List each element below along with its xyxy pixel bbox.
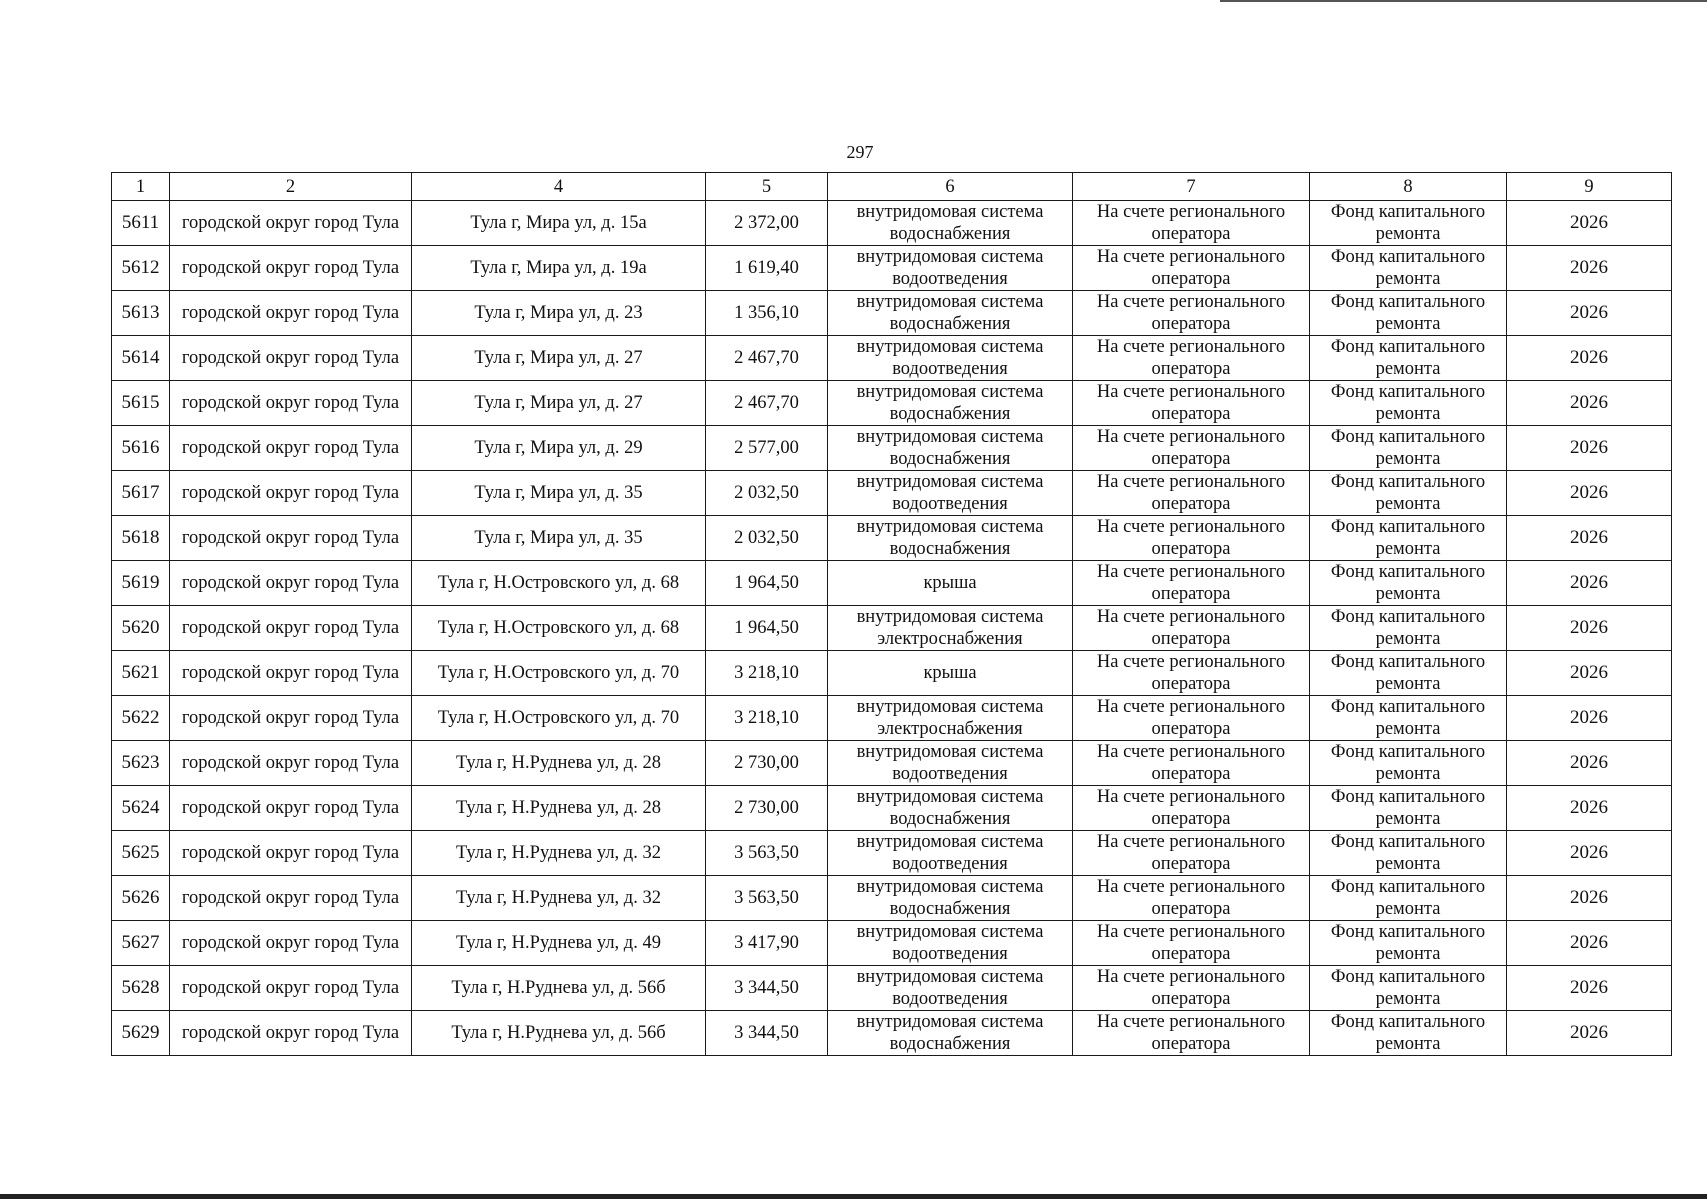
- row-number: 5629: [112, 1011, 170, 1056]
- account-cell: На счете регионального оператора: [1073, 246, 1310, 291]
- municipality-cell: городской округ город Тула: [170, 471, 412, 516]
- row-number: 5628: [112, 966, 170, 1011]
- address-cell: Тула г, Н.Руднева ул, д. 56б: [412, 1011, 706, 1056]
- table-row: [112, 651, 1672, 696]
- table-row: [112, 696, 1672, 741]
- column-header: 6: [828, 173, 1073, 201]
- row-number: 5623: [112, 741, 170, 786]
- account-cell: На счете регионального оператора: [1073, 381, 1310, 426]
- amount-cell: 3 344,50: [706, 1011, 828, 1056]
- amount-cell: 3 417,90: [706, 921, 828, 966]
- table-row: [112, 966, 1672, 1011]
- account-cell: На счете регионального оператора: [1073, 651, 1310, 696]
- system-cell: внутридомовая система водоснабжения: [828, 516, 1073, 561]
- row-number: 5616: [112, 426, 170, 471]
- municipality-cell: городской округ город Тула: [170, 921, 412, 966]
- fund-cell: Фонд капитального ремонта: [1310, 201, 1507, 246]
- year-cell: 2026: [1507, 921, 1672, 966]
- row-number: 5625: [112, 831, 170, 876]
- table-row: [112, 786, 1672, 831]
- account-cell: На счете регионального оператора: [1073, 786, 1310, 831]
- system-cell: внутридомовая система водоотведения: [828, 336, 1073, 381]
- amount-cell: 3 218,10: [706, 696, 828, 741]
- account-cell: На счете регионального оператора: [1073, 876, 1310, 921]
- table-row: [112, 1011, 1672, 1056]
- amount-cell: 2 467,70: [706, 336, 828, 381]
- table-row: [112, 561, 1672, 606]
- account-cell: На счете регионального оператора: [1073, 696, 1310, 741]
- account-cell: На счете регионального оператора: [1073, 426, 1310, 471]
- table-row: [112, 381, 1672, 426]
- repair-register-table: [111, 172, 1672, 1056]
- system-cell: внутридомовая система водоснабжения: [828, 291, 1073, 336]
- municipality-cell: городской округ город Тула: [170, 831, 412, 876]
- year-cell: 2026: [1507, 561, 1672, 606]
- year-cell: 2026: [1507, 966, 1672, 1011]
- fund-cell: Фонд капитального ремонта: [1310, 876, 1507, 921]
- year-cell: 2026: [1507, 651, 1672, 696]
- address-cell: Тула г, Мира ул, д. 29: [412, 426, 706, 471]
- address-cell: Тула г, Мира ул, д. 15а: [412, 201, 706, 246]
- fund-cell: Фонд капитального ремонта: [1310, 291, 1507, 336]
- fund-cell: Фонд капитального ремонта: [1310, 696, 1507, 741]
- column-header: 1: [112, 173, 170, 201]
- header-row: [112, 173, 1672, 201]
- system-cell: внутридомовая система электроснабжения: [828, 606, 1073, 651]
- year-cell: 2026: [1507, 606, 1672, 651]
- fund-cell: Фонд капитального ремонта: [1310, 831, 1507, 876]
- table-row: [112, 606, 1672, 651]
- fund-cell: Фонд капитального ремонта: [1310, 561, 1507, 606]
- address-cell: Тула г, Мира ул, д. 19а: [412, 246, 706, 291]
- table-row: [112, 246, 1672, 291]
- amount-cell: 1 964,50: [706, 561, 828, 606]
- address-cell: Тула г, Н.Руднева ул, д. 32: [412, 876, 706, 921]
- fund-cell: Фонд капитального ремонта: [1310, 921, 1507, 966]
- municipality-cell: городской округ город Тула: [170, 786, 412, 831]
- table-row: [112, 921, 1672, 966]
- page-number: 297: [846, 142, 874, 162]
- table-row: [112, 741, 1672, 786]
- fund-cell: Фонд капитального ремонта: [1310, 381, 1507, 426]
- column-header: 2: [170, 173, 412, 201]
- fund-cell: Фонд капитального ремонта: [1310, 426, 1507, 471]
- year-cell: 2026: [1507, 831, 1672, 876]
- amount-cell: 3 563,50: [706, 831, 828, 876]
- municipality-cell: городской округ город Тула: [170, 651, 412, 696]
- amount-cell: 2 467,70: [706, 381, 828, 426]
- year-cell: 2026: [1507, 471, 1672, 516]
- fund-cell: Фонд капитального ремонта: [1310, 651, 1507, 696]
- account-cell: На счете регионального оператора: [1073, 291, 1310, 336]
- account-cell: На счете регионального оператора: [1073, 336, 1310, 381]
- row-number: 5621: [112, 651, 170, 696]
- scan-edge-top: [1220, 0, 1707, 2]
- amount-cell: 1 964,50: [706, 606, 828, 651]
- address-cell: Тула г, Н.Островского ул, д. 68: [412, 606, 706, 651]
- row-number: 5624: [112, 786, 170, 831]
- municipality-cell: городской округ город Тула: [170, 606, 412, 651]
- municipality-cell: городской округ город Тула: [170, 876, 412, 921]
- system-cell: внутридомовая система водоснабжения: [828, 786, 1073, 831]
- fund-cell: Фонд капитального ремонта: [1310, 741, 1507, 786]
- account-cell: На счете регионального оператора: [1073, 1011, 1310, 1056]
- system-cell: внутридомовая система водоснабжения: [828, 1011, 1073, 1056]
- system-cell: внутридомовая система водоснабжения: [828, 381, 1073, 426]
- amount-cell: 3 218,10: [706, 651, 828, 696]
- municipality-cell: городской округ город Тула: [170, 561, 412, 606]
- fund-cell: Фонд капитального ремонта: [1310, 786, 1507, 831]
- address-cell: Тула г, Мира ул, д. 27: [412, 336, 706, 381]
- row-number: 5617: [112, 471, 170, 516]
- system-cell: крыша: [828, 651, 1073, 696]
- account-cell: На счете регионального оператора: [1073, 921, 1310, 966]
- row-number: 5619: [112, 561, 170, 606]
- column-header: 4: [412, 173, 706, 201]
- system-cell: внутридомовая система электроснабжения: [828, 696, 1073, 741]
- table-row: [112, 291, 1672, 336]
- account-cell: На счете регионального оператора: [1073, 606, 1310, 651]
- column-header: 8: [1310, 173, 1507, 201]
- year-cell: 2026: [1507, 1011, 1672, 1056]
- municipality-cell: городской округ город Тула: [170, 426, 412, 471]
- year-cell: 2026: [1507, 381, 1672, 426]
- system-cell: крыша: [828, 561, 1073, 606]
- amount-cell: 1 356,10: [706, 291, 828, 336]
- row-number: 5618: [112, 516, 170, 561]
- amount-cell: 1 619,40: [706, 246, 828, 291]
- table-row: [112, 516, 1672, 561]
- address-cell: Тула г, Мира ул, д. 23: [412, 291, 706, 336]
- year-cell: 2026: [1507, 741, 1672, 786]
- account-cell: На счете регионального оператора: [1073, 966, 1310, 1011]
- amount-cell: 2 032,50: [706, 516, 828, 561]
- column-header: 9: [1507, 173, 1672, 201]
- municipality-cell: городской округ город Тула: [170, 696, 412, 741]
- year-cell: 2026: [1507, 876, 1672, 921]
- system-cell: внутридомовая система водоотведения: [828, 246, 1073, 291]
- address-cell: Тула г, Н.Островского ул, д. 70: [412, 696, 706, 741]
- municipality-cell: городской округ город Тула: [170, 291, 412, 336]
- municipality-cell: городской округ город Тула: [170, 741, 412, 786]
- amount-cell: 2 032,50: [706, 471, 828, 516]
- row-number: 5622: [112, 696, 170, 741]
- table-body: [112, 201, 1672, 1056]
- row-number: 5627: [112, 921, 170, 966]
- system-cell: внутридомовая система водоснабжения: [828, 426, 1073, 471]
- year-cell: 2026: [1507, 336, 1672, 381]
- address-cell: Тула г, Мира ул, д. 27: [412, 381, 706, 426]
- row-number: 5611: [112, 201, 170, 246]
- address-cell: Тула г, Н.Руднева ул, д. 32: [412, 831, 706, 876]
- system-cell: внутридомовая система водоотведения: [828, 741, 1073, 786]
- municipality-cell: городской округ город Тула: [170, 246, 412, 291]
- system-cell: внутридомовая система водоотведения: [828, 471, 1073, 516]
- year-cell: 2026: [1507, 246, 1672, 291]
- amount-cell: 2 730,00: [706, 786, 828, 831]
- column-header: 5: [706, 173, 828, 201]
- system-cell: внутридомовая система водоотведения: [828, 966, 1073, 1011]
- row-number: 5614: [112, 336, 170, 381]
- fund-cell: Фонд капитального ремонта: [1310, 471, 1507, 516]
- table-row: [112, 471, 1672, 516]
- fund-cell: Фонд капитального ремонта: [1310, 1011, 1507, 1056]
- year-cell: 2026: [1507, 426, 1672, 471]
- account-cell: На счете регионального оператора: [1073, 831, 1310, 876]
- municipality-cell: городской округ город Тула: [170, 516, 412, 561]
- year-cell: 2026: [1507, 516, 1672, 561]
- table-row: [112, 876, 1672, 921]
- table-header: [112, 173, 1672, 201]
- address-cell: Тула г, Мира ул, д. 35: [412, 516, 706, 561]
- fund-cell: Фонд капитального ремонта: [1310, 246, 1507, 291]
- municipality-cell: городской округ город Тула: [170, 201, 412, 246]
- year-cell: 2026: [1507, 291, 1672, 336]
- account-cell: На счете регионального оператора: [1073, 561, 1310, 606]
- table-row: [112, 201, 1672, 246]
- address-cell: Тула г, Н.Руднева ул, д. 28: [412, 786, 706, 831]
- scan-edge-bottom: [0, 1194, 1707, 1199]
- system-cell: внутридомовая система водоснабжения: [828, 201, 1073, 246]
- system-cell: внутридомовая система водоотведения: [828, 831, 1073, 876]
- account-cell: На счете регионального оператора: [1073, 201, 1310, 246]
- amount-cell: 3 344,50: [706, 966, 828, 1011]
- system-cell: внутридомовая система водоснабжения: [828, 876, 1073, 921]
- amount-cell: 2 372,00: [706, 201, 828, 246]
- municipality-cell: городской округ город Тула: [170, 966, 412, 1011]
- address-cell: Тула г, Н.Руднева ул, д. 49: [412, 921, 706, 966]
- amount-cell: 2 577,00: [706, 426, 828, 471]
- row-number: 5626: [112, 876, 170, 921]
- address-cell: Тула г, Н.Руднева ул, д. 56б: [412, 966, 706, 1011]
- system-cell: внутридомовая система водоотведения: [828, 921, 1073, 966]
- row-number: 5613: [112, 291, 170, 336]
- column-header: 7: [1073, 173, 1310, 201]
- year-cell: 2026: [1507, 786, 1672, 831]
- fund-cell: Фонд капитального ремонта: [1310, 336, 1507, 381]
- fund-cell: Фонд капитального ремонта: [1310, 966, 1507, 1011]
- account-cell: На счете регионального оператора: [1073, 516, 1310, 561]
- municipality-cell: городской округ город Тула: [170, 1011, 412, 1056]
- account-cell: На счете регионального оператора: [1073, 741, 1310, 786]
- municipality-cell: городской округ город Тула: [170, 381, 412, 426]
- fund-cell: Фонд капитального ремонта: [1310, 516, 1507, 561]
- amount-cell: 3 563,50: [706, 876, 828, 921]
- address-cell: Тула г, Н.Островского ул, д. 68: [412, 561, 706, 606]
- municipality-cell: городской округ город Тула: [170, 336, 412, 381]
- address-cell: Тула г, Мира ул, д. 35: [412, 471, 706, 516]
- year-cell: 2026: [1507, 696, 1672, 741]
- row-number: 5612: [112, 246, 170, 291]
- account-cell: На счете регионального оператора: [1073, 471, 1310, 516]
- address-cell: Тула г, Н.Островского ул, д. 70: [412, 651, 706, 696]
- year-cell: 2026: [1507, 201, 1672, 246]
- row-number: 5620: [112, 606, 170, 651]
- table-row: [112, 426, 1672, 471]
- row-number: 5615: [112, 381, 170, 426]
- fund-cell: Фонд капитального ремонта: [1310, 606, 1507, 651]
- table-row: [112, 831, 1672, 876]
- table-row: [112, 336, 1672, 381]
- amount-cell: 2 730,00: [706, 741, 828, 786]
- address-cell: Тула г, Н.Руднева ул, д. 28: [412, 741, 706, 786]
